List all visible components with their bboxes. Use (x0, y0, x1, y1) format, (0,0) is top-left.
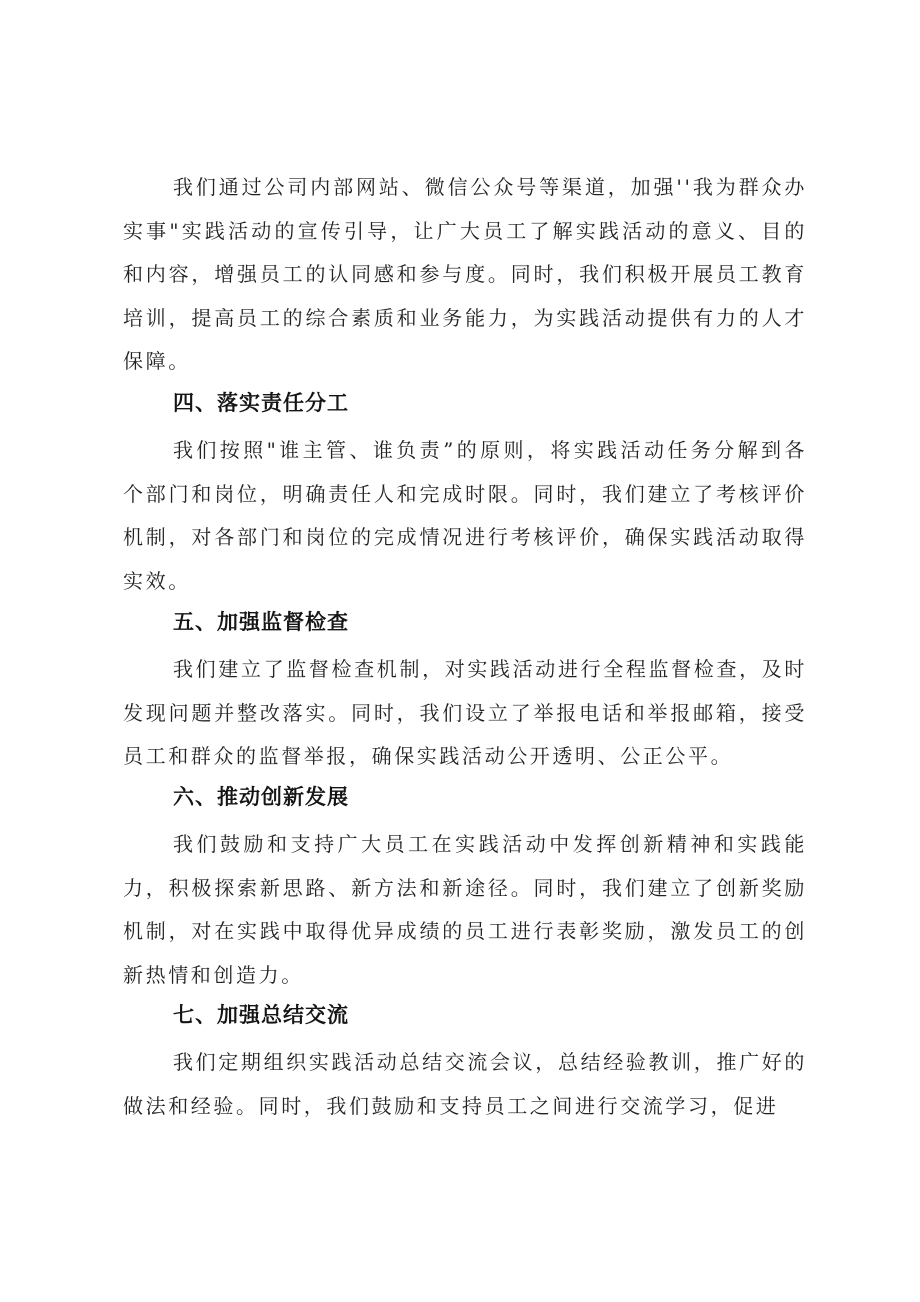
paragraph-responsibility: 我们按照"谁主管、谁负责”的原则，将实践活动任务分解到各个部门和岗位，明确责任人和完成时限。同时，我们建立了考核评价机制，对各部门和岗位的完成情况进行考核评价，确保实践活动取得实效。 (123, 438, 807, 593)
section-heading-6: 六、推动创新发展 (173, 785, 349, 809)
section-heading-5: 五、加强监督检查 (173, 610, 349, 634)
paragraph-supervision: 我们建立了监督检查机制，对实践活动进行全程监督检查，及时发现问题并整改落实。同时，我们设立了举报电话和举报邮箱，接受员工和群众的监督举报，确保实践活动公开透明、公正公平。 (123, 657, 807, 768)
section-heading-4: 四、落实责任分工 (173, 391, 349, 415)
paragraph-innovation: 我们鼓励和支持广大员工在实践活动中发挥创新精神和实践能力，积极探索新思路、新方法和新途径。同时，我们建立了创新奖励机制，对在实践中取得优异成绩的员工进行表彰奖励，激发员工的创新热情和创造力。 (123, 832, 807, 987)
section-heading-7: 七、加强总结交流 (173, 1003, 349, 1027)
paragraph-summary-exchange: 我们定期组织实践活动总结交流会议，总结经验教训，推广好的做法和经验。同时，我们鼓励和支持员工之间进行交流学习，促进 (123, 1050, 807, 1118)
paragraph-publicity-training: 我们通过公司内部网站、微信公众号等渠道，加强''我为群众办实事"实践活动的宣传引导，让广大员工了解实践活动的意义、目的和内容，增强员工的认同感和参与度。同时，我们积极开展员工教育培训，提高员工的综合素质和业务能力，为实践活动提供有力的人才保障。 (123, 175, 807, 373)
